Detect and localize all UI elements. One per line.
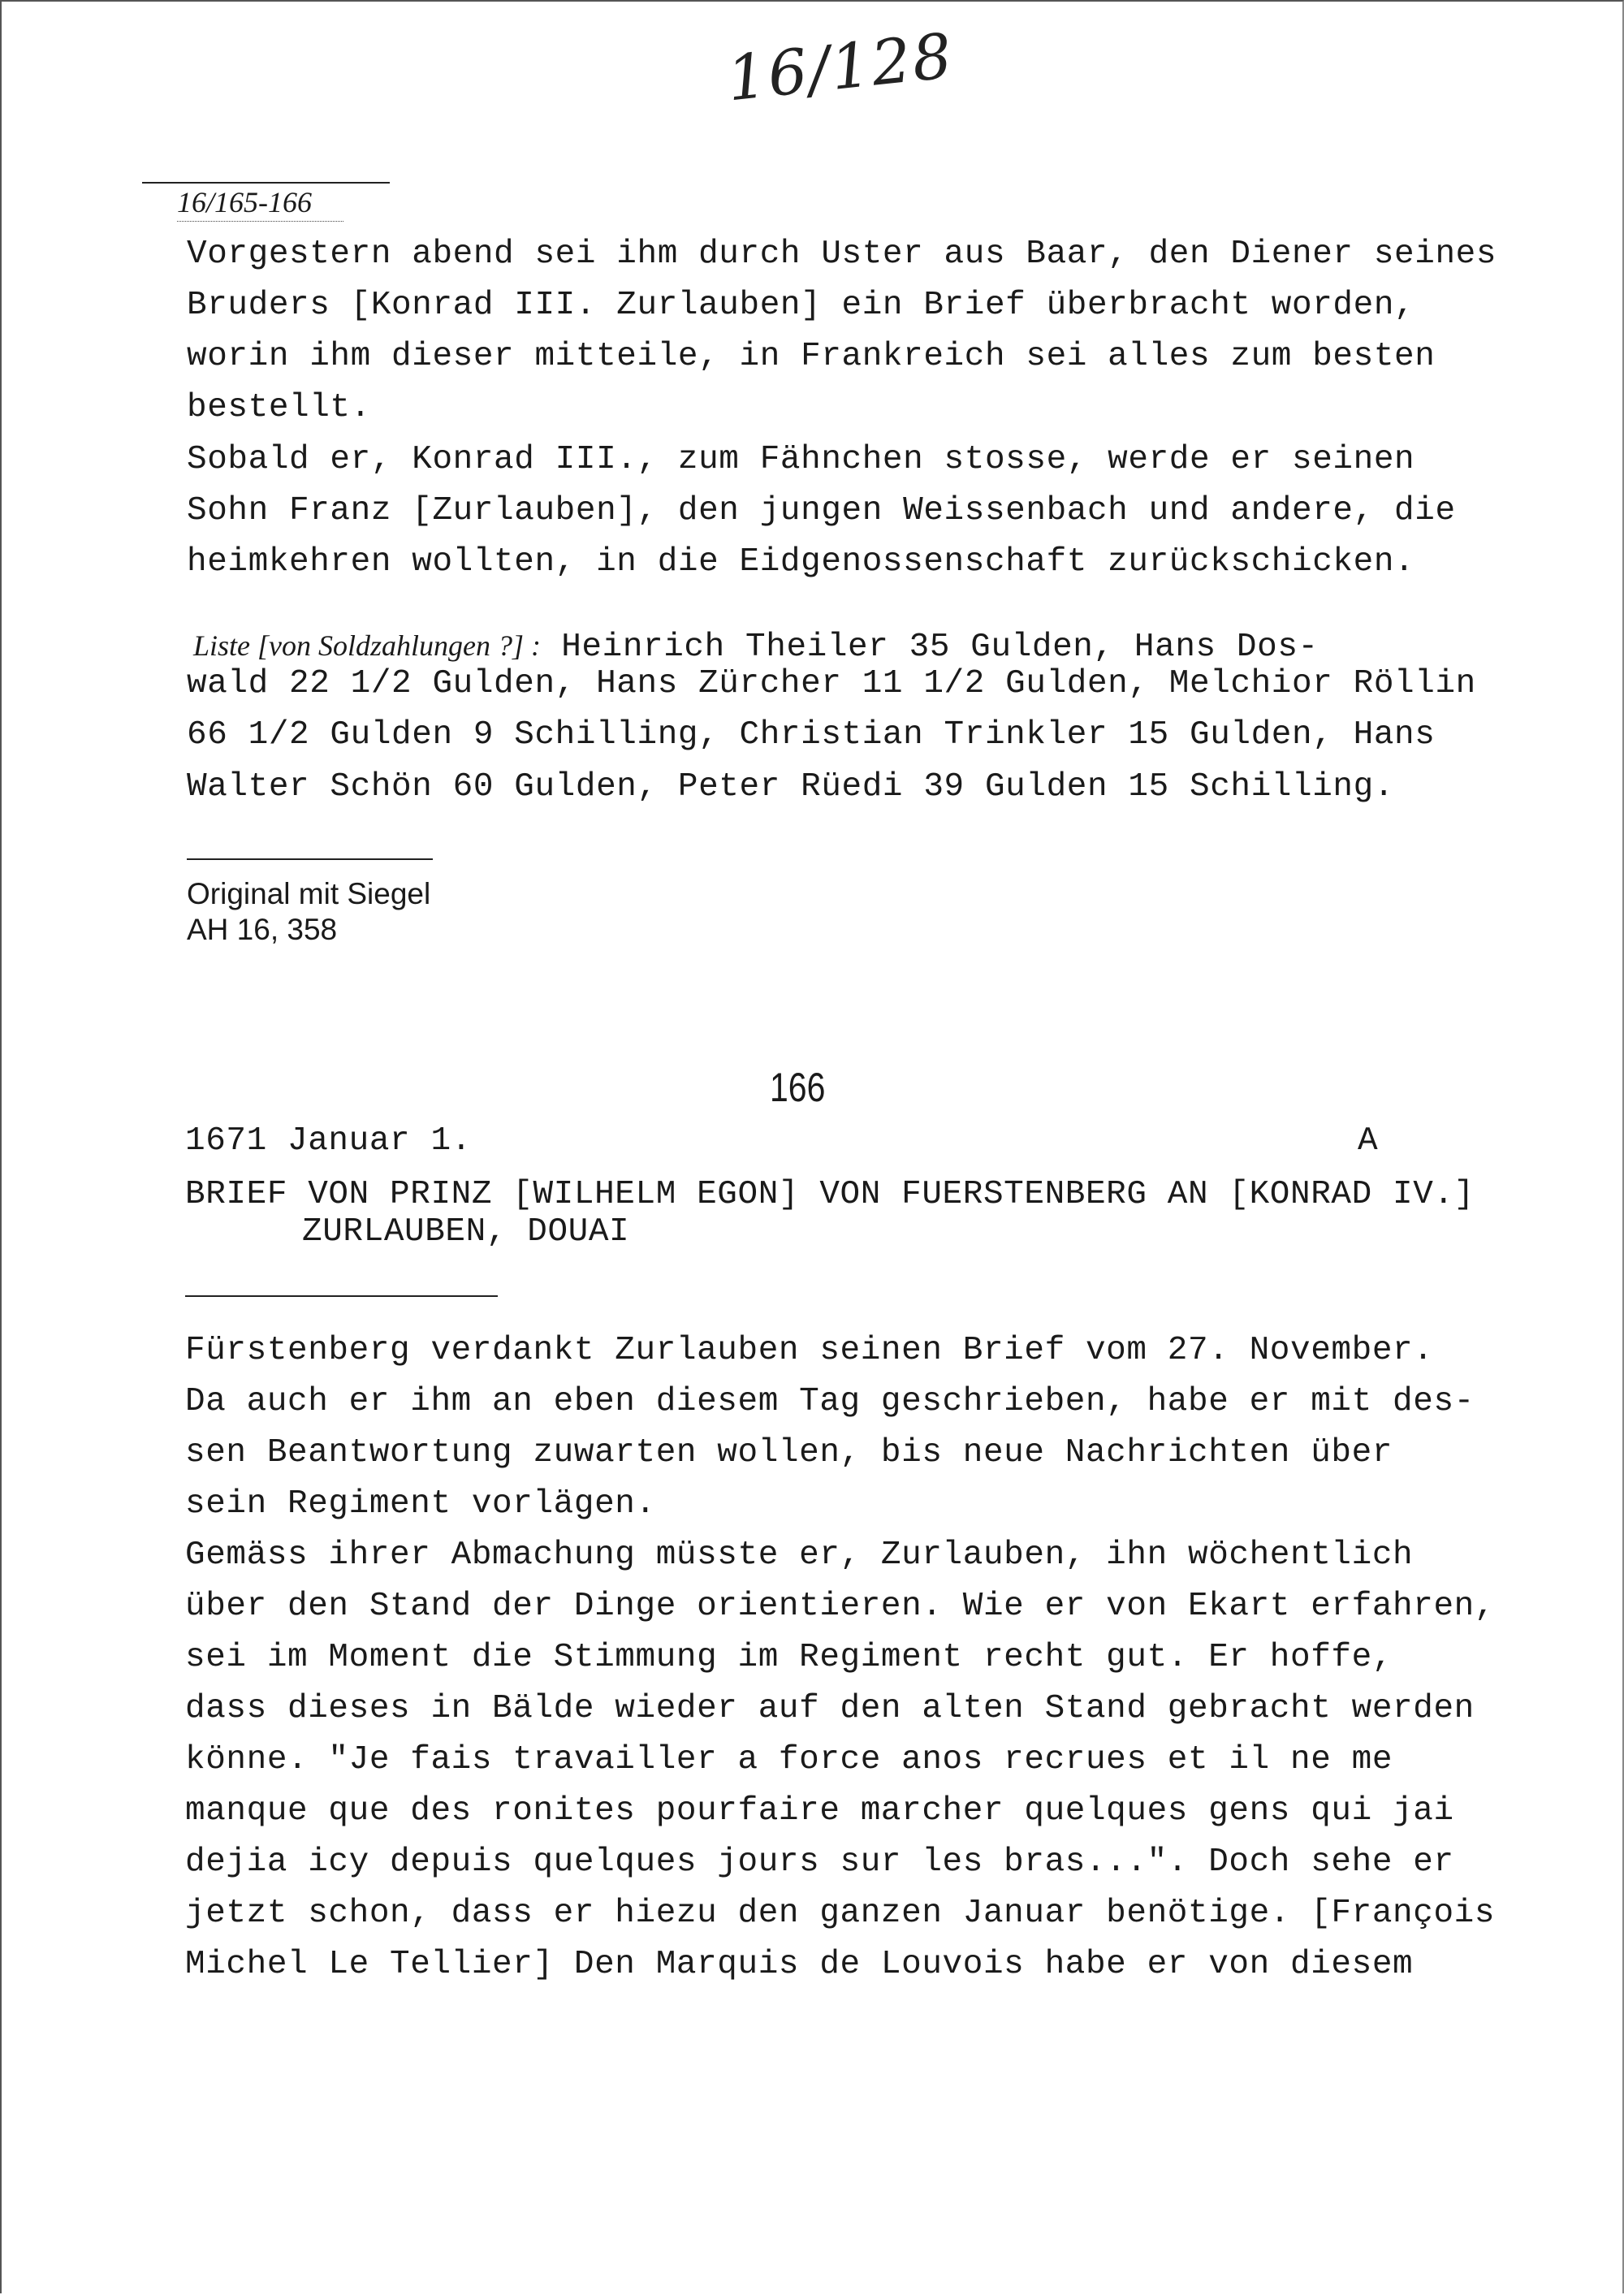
entry165-line: Sohn Franz [Zurlauben], den jungen Weissenbach und andere, die (187, 492, 1456, 529)
payment-list-text: Heinrich Theiler 35 Gulden, Hans Dos- (541, 629, 1319, 666)
entry166-line: Fürstenberg verdankt Zurlauben seinen Brief vom 27. November. (185, 1332, 1434, 1369)
payment-list-first-line (187, 614, 1319, 666)
entry166-line: Michel Le Tellier] Den Marquis de Louvois habe er von diesem (185, 1946, 1414, 1983)
entry166-line: sen Beantwortung zuwarten wollen, bis neue Nachrichten über (185, 1434, 1393, 1472)
entry166-line: sei im Moment die Stimmung im Regiment recht gut. Er hoffe, (185, 1639, 1393, 1676)
entry166-line: Da auch er ihm an eben diesem Tag geschrieben, habe er mit des- (185, 1383, 1475, 1420)
entry165-line: Bruders [Konrad III. Zurlauben] ein Brief überbracht worden, (187, 287, 1415, 324)
entry165-line: Vorgestern abend sei ihm durch Uster aus Baar, den Diener seines (187, 236, 1497, 273)
archive-number: 16/128 (723, 19, 957, 115)
source-note: Original mit Siegel (187, 877, 431, 910)
entry166-line: jetzt schon, dass er hiezu den ganzen Januar benötige. [François (185, 1895, 1496, 1932)
section-rule (187, 858, 433, 860)
entry-title: BRIEF VON PRINZ [WILHELM EGON] VON FUERSTENBERG AN [KONRAD IV.] (185, 1176, 1475, 1213)
archive-reference: AH 16, 358 (187, 913, 338, 946)
entry-marker: A (1358, 1122, 1379, 1160)
entry165-line: heimkehren wollten, in die Eidgenossenschaft zurückschicken. (187, 543, 1415, 581)
entry-date: 1671 Januar 1. (185, 1122, 472, 1160)
entry165-line: Sobald er, Konrad III., zum Fähnchen stosse, werde er seinen (187, 441, 1415, 478)
entry165-line: worin ihm dieser mitteile, in Frankreich sei alles zum besten (187, 338, 1436, 375)
entry-title-continued: ZURLAUBEN, DOUAI (302, 1213, 630, 1251)
ref-rule (142, 182, 390, 184)
entry-number: 166 (770, 1065, 826, 1110)
entry166-line: manque que des ronites pourfaire marcher quelques gens qui jai (185, 1792, 1454, 1830)
payment-list-line: 66 1/2 Gulden 9 Schilling, Christian Trinkler 15 Gulden, Hans (187, 716, 1436, 754)
ref-underline (177, 221, 343, 222)
ref-label: 16/165-166 (177, 186, 312, 218)
payment-list-line: Walter Schön 60 Gulden, Peter Rüedi 39 Gulden 15 Schilling. (187, 768, 1395, 806)
entry166-line: Gemäss ihrer Abmachung müsste er, Zurlauben, ihn wöchentlich (185, 1536, 1414, 1574)
entry166-line: sein Regiment vorlägen. (185, 1485, 656, 1523)
entry165-line: bestellt. (187, 389, 371, 426)
title-rule (185, 1295, 498, 1297)
payment-list-line: wald 22 1/2 Gulden, Hans Zürcher 11 1/2 Gulden, Melchior Röllin (187, 665, 1476, 702)
entry166-line: über den Stand der Dinge orientieren. Wie er von Ekart erfahren, (185, 1588, 1496, 1625)
payment-list-label: Liste [von Soldzahlungen ?] : (193, 629, 541, 662)
entry166-line: dass dieses in Bälde wieder auf den alten Stand gebracht werden (185, 1690, 1475, 1727)
entry166-line: dejia icy depuis quelques jours sur les bras...". Doch sehe er (185, 1843, 1454, 1881)
entry166-line: könne. "Je fais travailler a force anos recrues et il ne me (185, 1741, 1393, 1779)
